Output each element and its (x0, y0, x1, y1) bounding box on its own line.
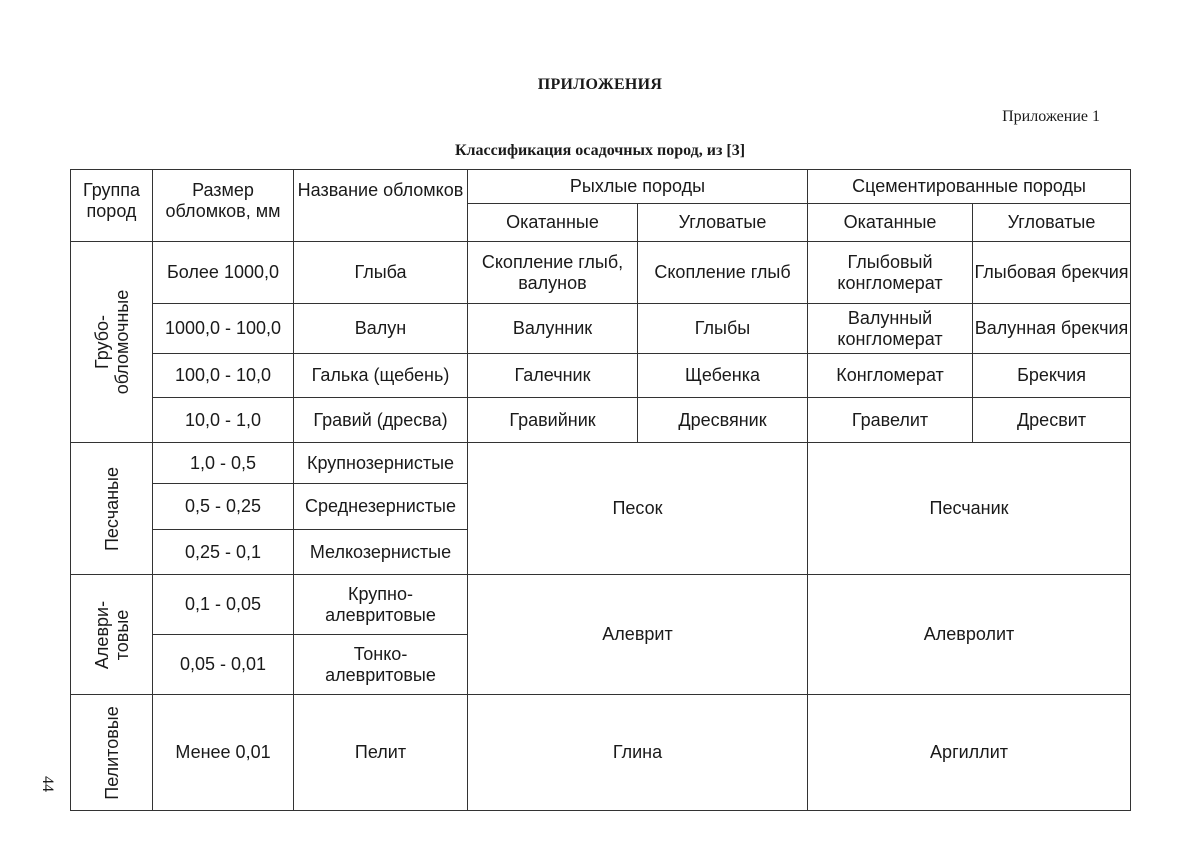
loose-rounded-cell: Гравийник (468, 398, 638, 443)
header-name: Название обломков (294, 170, 468, 242)
loose-rounded-cell: Скопление глыб, валунов (468, 242, 638, 304)
header-group: Группа пород (71, 170, 153, 242)
size-cell: 1,0 - 0,5 (153, 443, 294, 484)
header-loose-rounded: Окатанные (468, 204, 638, 242)
loose-rounded-cell: Валунник (468, 304, 638, 354)
group-sandy-label: Песчаные (101, 466, 122, 551)
table-row (71, 443, 1131, 484)
table-row (71, 575, 1131, 635)
loose-rounded-cell: Галечник (468, 354, 638, 398)
fragment-name-cell: Среднезернистые (294, 484, 468, 530)
fragment-name-cell: Валун (294, 304, 468, 354)
table-row (71, 398, 1131, 443)
silt-loose-cell: Алеврит (468, 575, 808, 695)
header-row-1 (71, 170, 1131, 204)
cemented-rounded-cell: Конгломерат (808, 354, 973, 398)
group-silty-label: Алеври- товые (91, 600, 132, 669)
group-pelitic-label: Пелитовые (101, 705, 122, 800)
sand-cemented-cell: Песчаник (808, 443, 1131, 575)
size-cell: 0,1 - 0,05 (153, 575, 294, 635)
table-row (71, 354, 1131, 398)
group-pelitic (71, 695, 153, 811)
header-cemented-angular: Угловатые (973, 204, 1131, 242)
cemented-angular-cell: Брекчия (973, 354, 1131, 398)
silt-cemented-cell: Алевролит (808, 575, 1131, 695)
loose-angular-cell: Дресвяник (638, 398, 808, 443)
loose-angular-cell: Глыбы (638, 304, 808, 354)
header-cemented-rounded: Окатанные (808, 204, 973, 242)
fragment-name-cell: Галька (щебень) (294, 354, 468, 398)
cemented-rounded-cell: Гравелит (808, 398, 973, 443)
fragment-name-cell: Мелкозернистые (294, 530, 468, 575)
group-coarse-clastic-label: Грубо- обломочные (91, 289, 132, 395)
header-loose-rocks: Рыхлые породы (468, 170, 808, 204)
loose-angular-cell: Скопление глыб (638, 242, 808, 304)
fragment-name-cell: Тонко- алевритовые (294, 635, 468, 695)
size-cell: 100,0 - 10,0 (153, 354, 294, 398)
table-row (71, 695, 1131, 811)
fragment-name-cell: Гравий (дресва) (294, 398, 468, 443)
sand-loose-cell: Песок (468, 443, 808, 575)
table-caption: Классификация осадочных пород, из [3] (454, 142, 746, 159)
table-row (71, 304, 1131, 354)
table-row (71, 242, 1131, 304)
cemented-rounded-cell: Глыбовый конгломерат (808, 242, 973, 304)
pelite-cemented-cell: Аргиллит (808, 695, 1131, 811)
header-loose-angular: Угловатые (638, 204, 808, 242)
size-cell: 0,25 - 0,1 (153, 530, 294, 575)
group-coarse-clastic (71, 242, 153, 443)
size-cell: Более 1000,0 (153, 242, 294, 304)
size-cell: 1000,0 - 100,0 (153, 304, 294, 354)
page-number: 44 (39, 776, 56, 792)
group-silty (71, 575, 153, 695)
size-cell: 10,0 - 1,0 (153, 398, 294, 443)
fragment-name-cell: Глыба (294, 242, 468, 304)
header-cemented-rocks: Сцементированные породы (808, 170, 1131, 204)
group-sandy (71, 443, 153, 575)
appendices-heading: ПРИЛОЖЕНИЯ (537, 76, 663, 93)
header-size: Размер обломков, мм (153, 170, 294, 242)
fragment-name-cell: Пелит (294, 695, 468, 811)
size-cell: 0,5 - 0,25 (153, 484, 294, 530)
fragment-name-cell: Крупнозернистые (294, 443, 468, 484)
cemented-angular-cell: Дресвит (973, 398, 1131, 443)
cemented-angular-cell: Глыбовая брекчия (973, 242, 1131, 304)
loose-angular-cell: Щебенка (638, 354, 808, 398)
cemented-rounded-cell: Валунный конгломерат (808, 304, 973, 354)
size-cell: 0,05 - 0,01 (153, 635, 294, 695)
cemented-angular-cell: Валунная брекчия (973, 304, 1131, 354)
size-cell: Менее 0,01 (153, 695, 294, 811)
fragment-name-cell: Крупно- алевритовые (294, 575, 468, 635)
appendix-label: Приложение 1 (1002, 108, 1100, 125)
sedimentary-rock-classification-table (70, 169, 1131, 811)
pelite-loose-cell: Глина (468, 695, 808, 811)
